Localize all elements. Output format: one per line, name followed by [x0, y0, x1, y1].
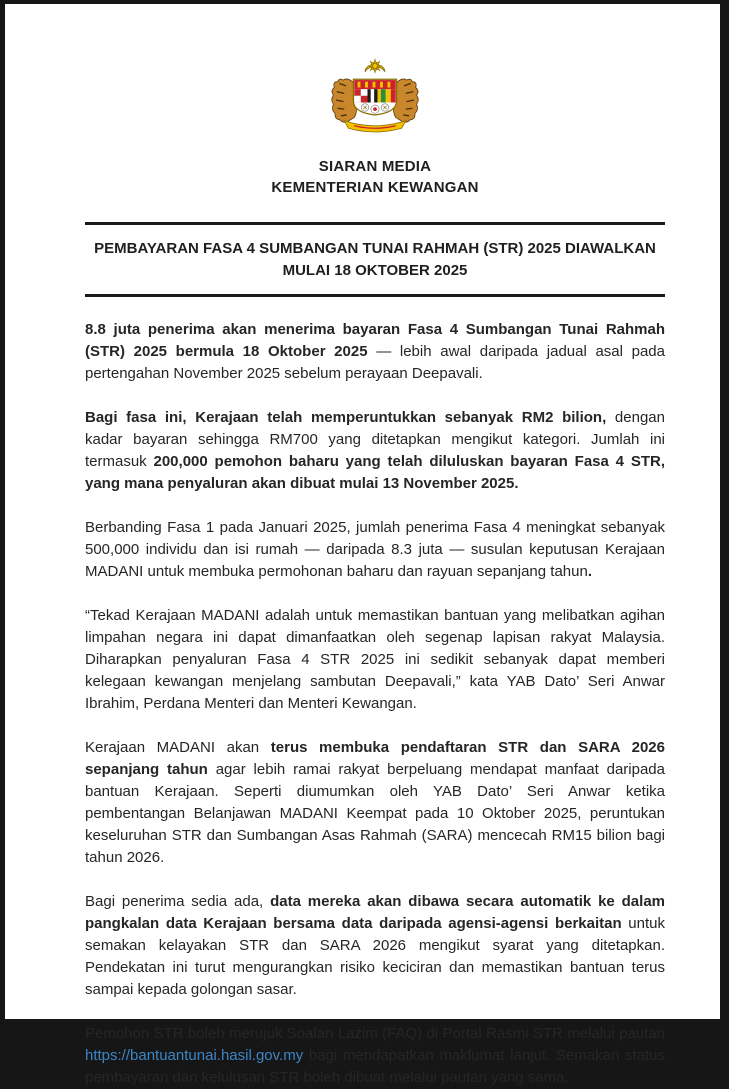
bold-text-run: 8.8 juta penerima akan menerima bayaran Fasa 4 Sumbangan Tunai Rahmah (STR) 2025 bermula 18 Oktober 2025 — [85, 321, 665, 360]
paragraph-1 — [85, 319, 665, 385]
text-run: dengan kadar bayaran sehingga RM700 yang ditetapkan mengikut kategori. Jumlah ini termasuk — [85, 409, 665, 470]
text-run: “Tekad Kerajaan MADANI adalah untuk memastikan bantuan yang melibatkan agihan limpahan negara ini dapat dimanfaatkan oleh segenap lapisan rakyat Malaysia. Diharapkan penyaluran Fasa 4 STR 2025 ini sedikit sebanyak dapat memberi kelegaan kewangan menjelang sambutan Deepavali,” kata YAB Dato’ Seri Anwar Ibrahim, Perdana Menteri dan Menteri Kewangan. — [85, 607, 665, 712]
tiger-right-supporter — [394, 79, 419, 122]
bold-text-run: 200,000 pemohon baharu yang telah diluluskan bayaran Fasa 4 STR, yang mana penyaluran akan dibuat mulai 13 November 2025. — [85, 453, 665, 492]
str-portal-link[interactable]: https://bantuantunai.hasil.gov.my — [85, 1047, 304, 1064]
paragraph-4 — [85, 605, 665, 715]
text-run: agar lebih ramai rakyat berpeluang mendapat manfaat daripada bantuan Kerajaan. Seperti diumumkan oleh YAB Dato’ Seri Anwar ketika pembentangan Belanjawan MADANI Keempat pada 10 Oktober 2025, peruntukan keseluruhan STR dan Sumbangan Asas Rahmah (SARA) mencecah RM15 bilion bagi tahun 2026. — [85, 761, 665, 866]
bold-text-run: data mereka akan dibawa secara automatik ke dalam pangkalan data Kerajaan bersama data daripada agensi-agensi berkaitan — [85, 893, 665, 932]
title-line-2: MULAI 18 OKTOBER 2025 — [282, 262, 468, 279]
text-run: untuk semakan kelayakan STR dan SARA 2026 mengikut syarat yang ditetapkan. Pendekatan ini turut mengurangkan risiko keciciran dan memastikan bantuan terus sampai kepada golongan sasar. — [85, 915, 665, 998]
divider-above-title — [85, 222, 665, 225]
text-run: Bagi penerima sedia ada, — [85, 893, 271, 910]
crescent-star — [365, 59, 385, 72]
paragraph-2 — [85, 407, 665, 495]
document-title — [85, 238, 665, 282]
text-run: bagi mendapatkan maklumat lanjut. Semakan status pembayaran dan kelulusan STR boleh dibuat melalui pautan yang sama. — [85, 1047, 665, 1086]
motto-ribbon — [344, 121, 405, 132]
malaysia-coat-of-arms-icon — [321, 58, 429, 147]
shield — [353, 79, 396, 115]
header-line-siaran-media: SIARAN MEDIA — [318, 158, 432, 175]
paragraph-7 — [85, 1023, 665, 1089]
body-content — [85, 319, 665, 1089]
crest-container — [85, 58, 665, 147]
text-run: Berbanding Fasa 1 pada Januari 2025, jumlah penerima Fasa 4 meningkat sebanyak 500,000 individu dan isi rumah — daripada 8.3 juta — susulan keputusan Kerajaan MADANI untuk membuka permohonan baharu dan rayuan sepanjang tahun — [85, 519, 665, 580]
text-run: Kerajaan MADANI akan — [85, 739, 271, 756]
header-line-kementerian: KEMENTERIAN KEWANGAN — [271, 179, 479, 196]
bold-text-run: Bagi fasa ini, Kerajaan telah memperuntukkan sebanyak RM2 bilion, — [85, 409, 607, 426]
document-header — [85, 156, 665, 198]
paragraph-6 — [85, 891, 665, 1001]
title-line-1: PEMBAYARAN FASA 4 SUMBANGAN TUNAI RAHMAH (STR) 2025 DIAWALKAN — [94, 240, 656, 257]
press-release-page — [5, 4, 720, 1086]
bold-text-run: terus membuka pendaftaran STR dan SARA 2026 sepanjang tahun — [85, 739, 665, 778]
bold-text-run: . — [587, 563, 592, 580]
paragraph-5 — [85, 737, 665, 869]
tiger-left-supporter — [332, 79, 357, 122]
paragraph-3 — [85, 517, 665, 583]
divider-below-title — [85, 294, 665, 297]
text-run: Pemohon STR boleh merujuk Soalan Lazim (FAQ) di Portal Rasmi STR melalui pautan — [85, 1025, 665, 1042]
text-run: — lebih awal daripada jadual asal pada pertengahan November 2025 sebelum perayaan Deepavali. — [85, 343, 665, 382]
